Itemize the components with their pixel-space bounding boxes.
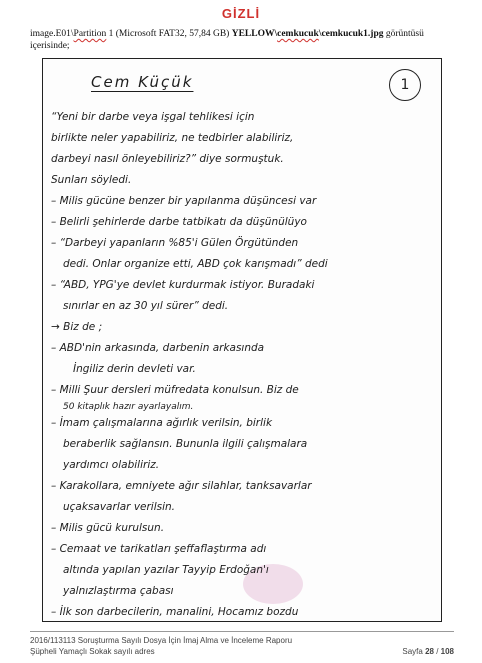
hw-line: dedi. Onlar organize etti, ABD çok karışmadı” dedi <box>63 258 328 270</box>
hw-line: darbeyi nasıl önleyebiliriz?” diye sormuştuk. <box>51 153 284 165</box>
handwritten-scan <box>42 58 442 622</box>
page-current: 28 <box>425 647 434 656</box>
suspect-address: Şüpheli Yamaçlı Sokak sayılı adres <box>30 647 155 656</box>
hw-line: – Belirli şehirlerde darbe tatbikatı da düşünülüyo <box>51 216 307 228</box>
handwritten-text <box>51 73 433 622</box>
caption-suffix: görüntüsü içerisinde; <box>30 29 424 51</box>
hw-line: İngiliz derin devleti var. <box>73 363 196 375</box>
hw-line: – Cemaat ve tarikatları şeffaflaştırma adı <box>51 543 267 555</box>
page-counter <box>402 646 454 657</box>
caption-folder-a: YELLOW\ <box>231 29 278 39</box>
caption-file: \cemkucuk1.jpg <box>318 29 384 39</box>
hw-line: sınırlar en az 30 yıl sürer” dedi. <box>63 300 229 312</box>
caption-partition: Partition <box>73 29 107 39</box>
hw-line: beraberlik sağlansın. Bununla ilgili çalışmalara <box>63 438 308 450</box>
hw-line: – “Darbeyi yapanların %85'i Gülen Örgütünden <box>51 237 299 249</box>
hw-line: yalnızlaştırma çabası <box>63 585 174 597</box>
caption-prefix: image.E01\ <box>30 29 74 39</box>
image-path-caption <box>30 28 460 52</box>
page-separator: / <box>433 647 441 656</box>
caption-folder-b: cemkucuk <box>277 29 319 39</box>
hw-line: “Yeni bir darbe veya işgal tehlikesi için <box>51 111 255 123</box>
hw-line: – ABD'nin arkasında, darbenin arkasında <box>51 342 265 354</box>
hw-line: → Biz de ; <box>51 321 103 333</box>
hw-line: uçaksavarlar verilsin. <box>63 501 176 513</box>
hw-line: – İmam çalışmalarına ağırlık verilsin, birlik <box>51 417 273 429</box>
handwritten-title: Cem Küçük <box>91 73 194 91</box>
page-footer <box>30 631 454 657</box>
caption-middle: 1 (Microsoft FAT32, 57,84 GB) <box>106 29 232 39</box>
hw-line: 50 kitaplık hazır ayarlayalım. <box>63 402 194 412</box>
page-total: 108 <box>440 647 454 656</box>
hw-line: altında yapılan yazılar Tayyip Erdoğan'ı <box>63 564 269 576</box>
hw-line: yardımcı olabiliriz. <box>63 459 160 471</box>
hw-line: – “ABD, YPG'ye devlet kurdurmak istiyor. Buradaki <box>51 279 315 291</box>
hw-line: Sunları söyledi. <box>51 174 132 186</box>
hw-line: – Milli Şuur dersleri müfredata konulsun. Biz de <box>51 384 299 396</box>
classification-label: GİZLİ <box>221 6 261 21</box>
page-label: Sayfa <box>402 647 426 656</box>
hw-line: birlikte neler yapabiliriz, ne tedbirler alabiliriz, <box>51 132 294 144</box>
hw-line: – İlk son darbecilerin, manalini, Hocamız bozdu <box>51 606 299 618</box>
page-number-circle: 1 <box>389 69 421 101</box>
hw-line: – Milis gücü kurulsun. <box>51 522 165 534</box>
report-title: 2016/113113 Soruşturma Sayılı Dosya İçin İmaj Alma ve İnceleme Raporu <box>30 636 293 645</box>
hw-line: – Karakollara, emniyete ağır silahlar, tanksavarlar <box>51 480 312 492</box>
hw-line: – Milis gücüne benzer bir yapılanma düşüncesi var <box>51 195 317 207</box>
